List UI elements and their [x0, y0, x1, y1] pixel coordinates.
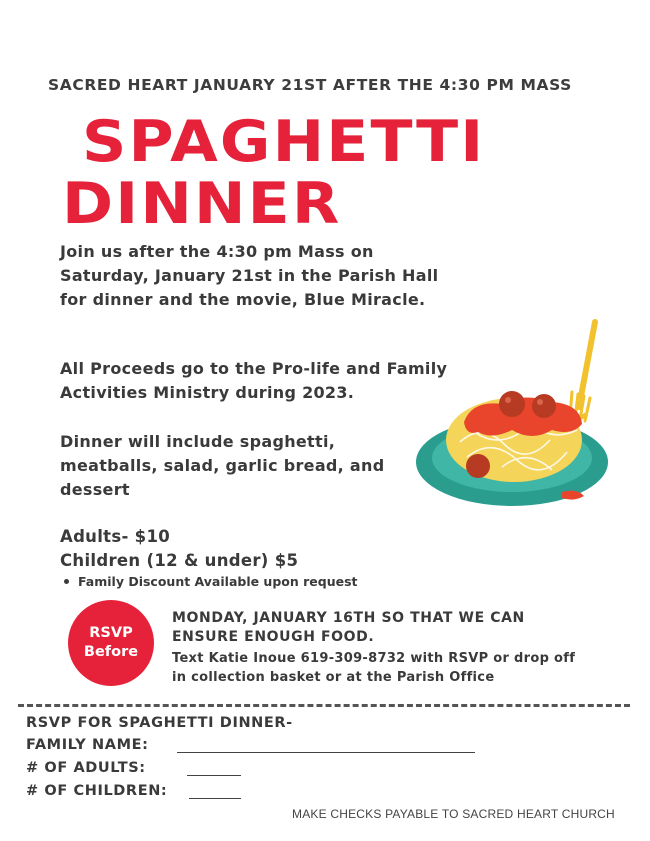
fork-icon — [569, 322, 595, 421]
child-price: Children (12 & under) $5 — [60, 551, 299, 570]
menu-paragraph: Dinner will include spaghetti, meatballs, salad, garlic bread, and dessert — [60, 432, 385, 499]
rsvp-contact — [172, 649, 575, 687]
family-name-field[interactable] — [177, 736, 475, 753]
rsvp-badge-line1: RSVP — [89, 625, 133, 641]
spaghetti-plate-icon — [412, 312, 628, 518]
rsvp-contact-line1: Text Katie Inoue 619-309-8732 with RSVP or drop off — [172, 651, 576, 666]
children-count-field[interactable] — [189, 782, 241, 799]
adults-count-label: # OF ADULTS: — [26, 760, 146, 776]
family-discount-text: Family Discount Available upon request — [78, 574, 358, 589]
rsvp-deadline — [172, 609, 525, 647]
rsvp-badge — [68, 600, 154, 686]
family-name-label: FAMILY NAME: — [26, 737, 149, 753]
title-line-spaghetti: SPAGHETTI — [82, 109, 486, 175]
family-discount-note — [64, 574, 358, 589]
children-count-label: # OF CHILDREN: — [26, 783, 168, 799]
title-line-dinner: DINNER — [62, 171, 342, 237]
rsvp-form-heading: RSVP FOR SPAGHETTI DINNER- — [26, 715, 293, 731]
bullet-icon — [64, 579, 69, 584]
event-header: SACRED HEART JANUARY 21ST AFTER THE 4:30 PM MASS — [48, 76, 572, 94]
intro-paragraph: Join us after the 4:30 pm Mass on Saturday, January 21st in the Parish Hall for dinner and the movie, Blue Miracle. — [60, 242, 439, 309]
rsvp-deadline-line1: MONDAY, JANUARY 16TH SO THAT WE CAN — [172, 610, 525, 626]
rsvp-contact-line2: in collection basket or at the Parish Office — [172, 670, 495, 685]
adult-price: Adults- $10 — [60, 527, 171, 546]
checks-payable-note: MAKE CHECKS PAYABLE TO SACRED HEART CHURCH — [292, 807, 615, 821]
adults-count-field[interactable] — [187, 759, 241, 776]
proceeds-paragraph: All Proceeds go to the Pro-life and Family Activities Ministry during 2023. — [60, 359, 448, 402]
rsvp-deadline-line2: ENSURE ENOUGH FOOD. — [172, 629, 375, 645]
cut-line-divider — [18, 704, 630, 707]
rsvp-badge-line2: Before — [83, 644, 139, 660]
